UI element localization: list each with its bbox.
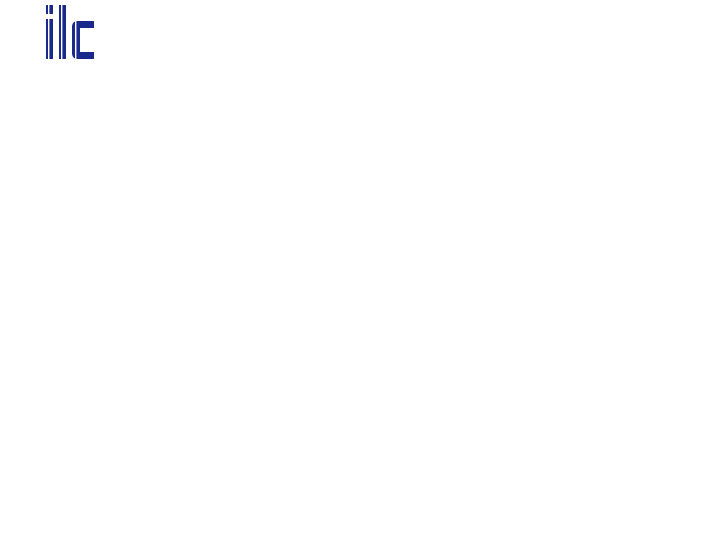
header-dotted-divider <box>0 28 720 68</box>
footer-dotted-divider <box>0 478 720 498</box>
